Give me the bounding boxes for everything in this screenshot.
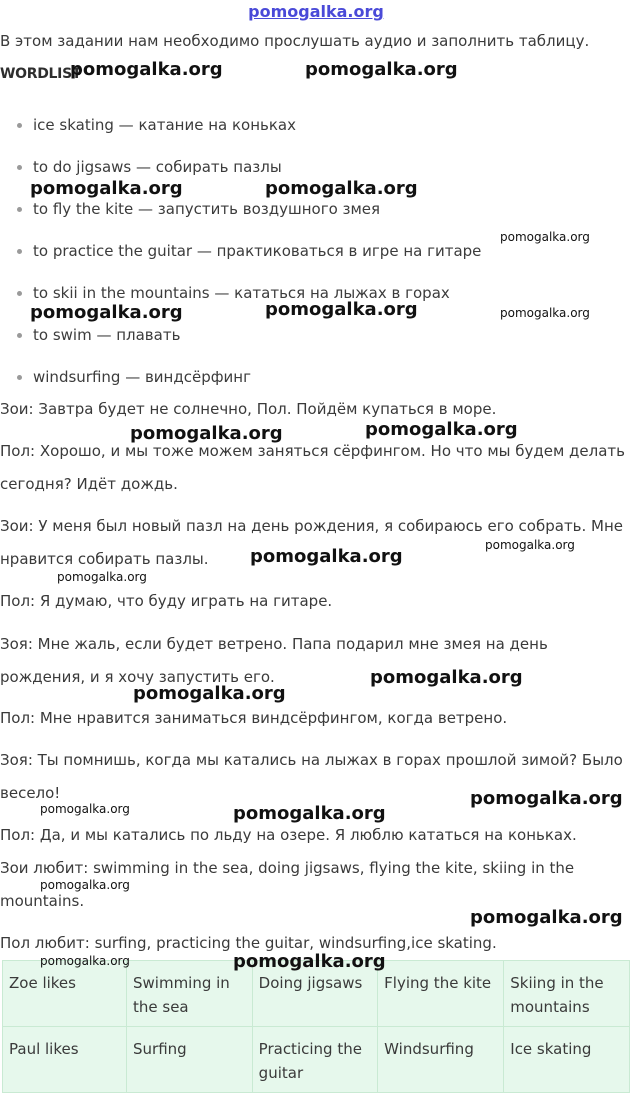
dialogue-line: Зоя: Ты помнишь, когда мы катались на лыжах в горах прошлой зимой? Было весело! [0,751,623,802]
intro-text: В этом задании нам необходимо прослушать аудио и заполнить таблицу. [0,32,590,50]
table-cell: Surfing [127,1027,253,1093]
watermark: pomogalka.org [233,803,386,824]
wordlist-item: to skii in the mountains — кататься на лыжах в горах [0,272,600,314]
table-cell: Ice skating [504,1027,630,1093]
dialogue-line: Пол любит: surfing, practicing the guitar, windsurfing,ice skating. [0,934,497,952]
watermark: pomogalka.org [470,788,623,809]
watermark: pomogalka.org [470,907,623,928]
wordlist-item: to practice the guitar — практиковаться в игре на гитаре [0,230,600,272]
watermark: pomogalka.org [30,178,183,199]
table-cell: Windsurfing [378,1027,504,1093]
dialogue-line: Пол: Я думаю, что буду играть на гитаре. [0,592,333,610]
watermark: pomogalka.org [265,178,418,199]
watermark: pomogalka.org [365,419,518,440]
wordlist-item: ice skating — катание на коньках [0,104,600,146]
header-watermark-link[interactable]: pomogalka.org [248,2,384,21]
wordlist-item: to swim — плавать [0,314,600,356]
wordlist-item: to fly the kite — запустить воздушного змея [0,188,600,230]
watermark: pomogalka.org [485,538,575,552]
dialogue-line: Пол: Хорошо, и мы тоже можем заняться сёрфингом. Но что мы будем делать сегодня? Идёт дождь. [0,442,626,493]
dialogue-line: Зоя: Мне жаль, если будет ветрено. Папа подарил мне змея на день рождения, и я хочу запустить его. [0,635,548,686]
watermark: pomogalka.org [40,802,130,816]
watermark: pomogalka.org [30,302,183,323]
table-cell: Flying the kite [378,961,504,1027]
watermark: pomogalka.org [233,951,386,972]
dialogue-line: Пол: Да, и мы катались по льду на озере. Я люблю кататься на коньках. [0,826,577,844]
watermark: pomogalka.org [250,546,403,567]
dialogue-line: Зои: Завтра будет не солнечно, Пол. Пойдём купаться в море. [0,400,497,418]
wordlist [0,104,600,398]
watermark: pomogalka.org [57,570,147,584]
dialogue-line: Пол: Мне нравится заниматься виндсёрфингом, когда ветрено. [0,709,508,727]
watermark: pomogalka.org [70,59,223,80]
wordlist-item: to do jigsaws — собирать пазлы [0,146,600,188]
watermark: pomogalka.org [40,954,130,968]
table-row [3,1027,630,1093]
dialogue-line: Зои любит: swimming in the sea, doing jigsaws, flying the kite, skiing in the mountains. [0,859,575,910]
watermark: pomogalka.org [370,667,523,688]
watermark: pomogalka.org [133,683,286,704]
watermark: pomogalka.org [130,423,283,444]
table-cell: Practicing the guitar [252,1027,378,1093]
likes-table [2,960,630,1093]
watermark: pomogalka.org [500,306,590,320]
wordlist-title: WORDLIST [0,66,82,82]
table-cell: Zoe likes [3,961,127,1027]
table-cell: Paul likes [3,1027,127,1093]
watermark: pomogalka.org [305,59,458,80]
table-cell: Swimming in the sea [127,961,253,1027]
wordlist-item: windsurfing — виндсёрфинг [0,356,600,398]
dialogue-line: Зои: У меня был новый пазл на день рождения, я собираюсь его собрать. Мне нравится собирать пазлы. [0,517,624,568]
table-cell: Skiing in the mountains [504,961,630,1027]
watermark: pomogalka.org [265,299,418,320]
table-cell: Doing jigsaws [252,961,378,1027]
watermark: pomogalka.org [40,878,130,892]
watermark: pomogalka.org [500,230,590,244]
